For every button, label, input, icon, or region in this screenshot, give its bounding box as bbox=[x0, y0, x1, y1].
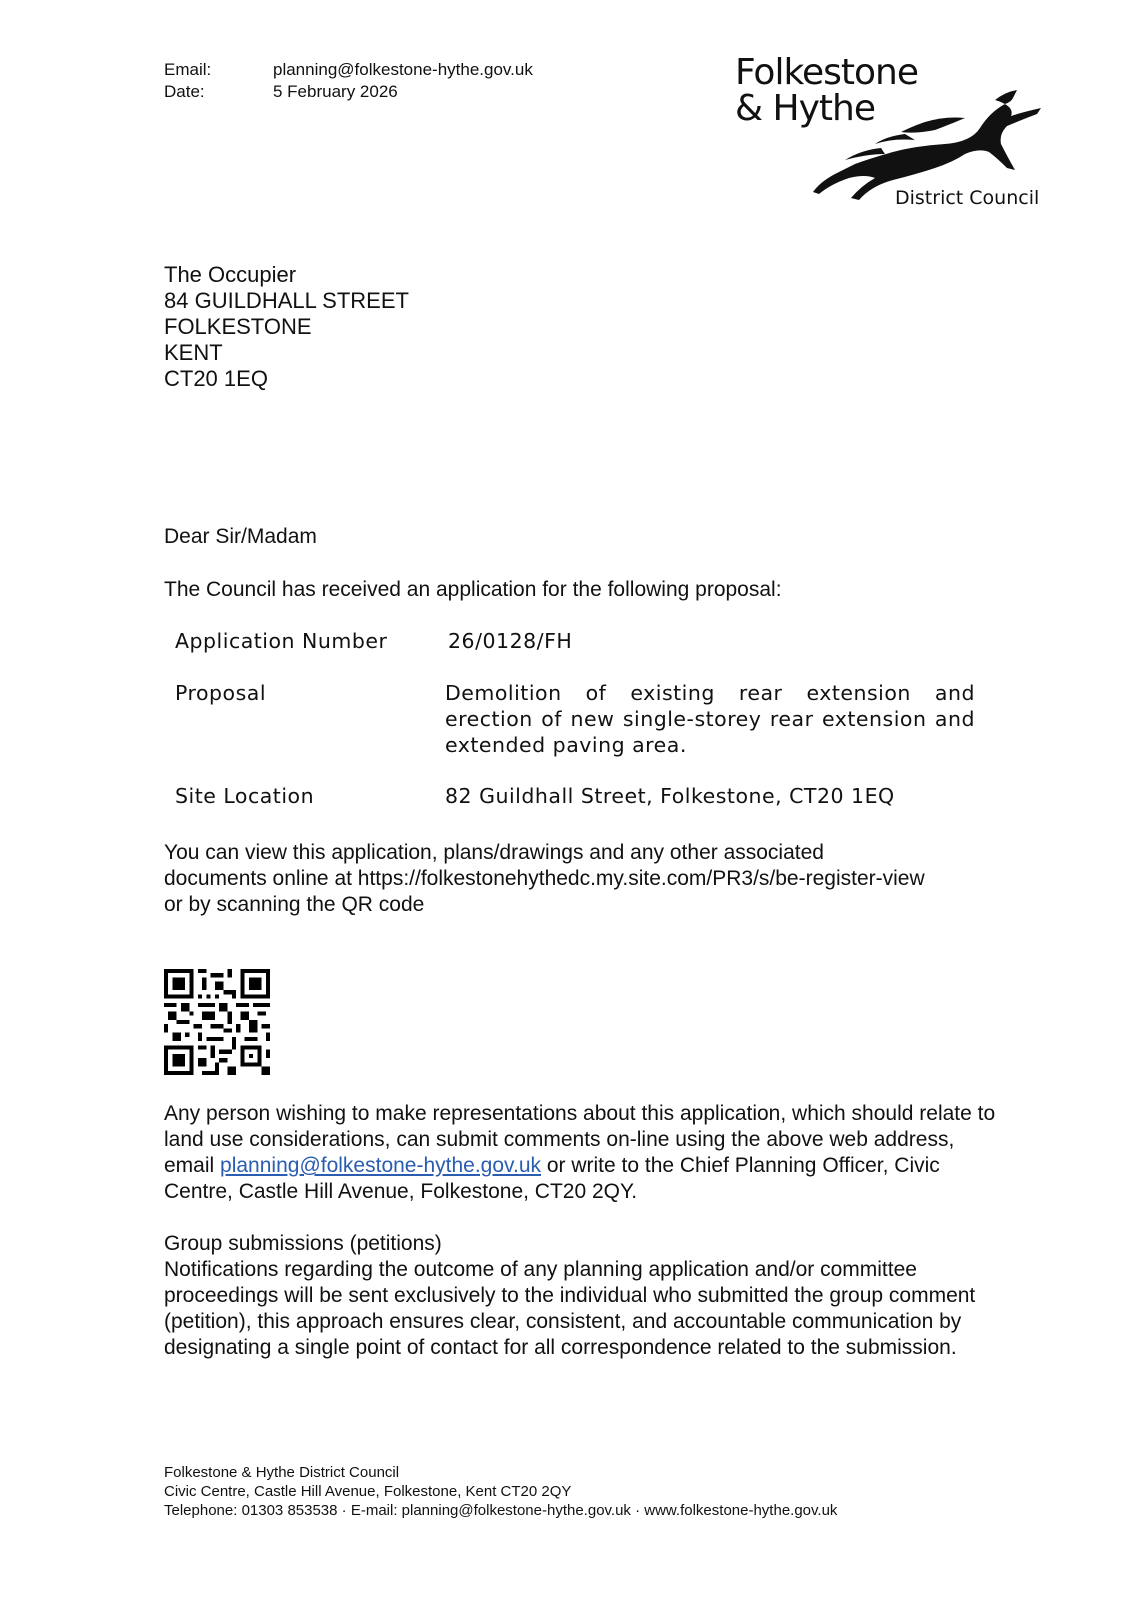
salutation: Dear Sir/Madam bbox=[164, 525, 317, 548]
date-row bbox=[164, 81, 624, 103]
footer bbox=[164, 1463, 1064, 1520]
header-meta bbox=[164, 59, 624, 105]
view-line: You can view this application, plans/drawings and any other associated bbox=[164, 841, 824, 864]
reps-text-part2: or write to the Chief Planning Officer, Civic Centre, Castle Hill Avenue, Folkestone, CT20 2QY. bbox=[164, 1154, 940, 1203]
view-line: documents online at https://folkestonehythedc.my.site.com/PR3/s/be-register-view bbox=[164, 867, 925, 890]
footer-address: Civic Centre, Castle Hill Avenue, Folkestone, Kent CT20 2QY bbox=[164, 1483, 572, 1500]
proposal-value: Demolition of existing rear extension and erection of new single-storey rear extension and extended paving area. bbox=[445, 681, 975, 757]
intro-text: The Council has received an application for the following proposal: bbox=[164, 578, 782, 601]
date-label: Date: bbox=[164, 82, 205, 101]
proposal-label: Proposal bbox=[175, 681, 267, 705]
representations-paragraph bbox=[164, 1101, 999, 1205]
view-online-paragraph bbox=[164, 840, 1034, 918]
address-line: CT20 1EQ bbox=[164, 366, 268, 391]
group-submissions-body: Notifications regarding the outcome of any planning application and/or committee proceedings will be sent exclusively to the individual who submitted the group comment (petition), this approach ensures clear, consistent, and accountable communication by designating a single point of contact for all correspondence related to the submission. bbox=[164, 1258, 976, 1359]
address-line: The Occupier bbox=[164, 262, 297, 287]
qr-code-icon[interactable] bbox=[164, 969, 270, 1075]
group-submissions-heading: Group submissions (petitions) bbox=[164, 1232, 442, 1255]
logo-text-folkestone: Folkestone bbox=[735, 52, 919, 93]
app-number-value: 26/0128/FH bbox=[448, 629, 573, 653]
logo-text-district-council: District Council bbox=[895, 187, 1040, 209]
footer-contact: Telephone: 01303 853538 · E-mail: planning@folkestone-hythe.gov.uk · www.folkestone-hythe.gov.uk bbox=[164, 1502, 838, 1519]
address-line: 84 GUILDHALL STREET bbox=[164, 288, 409, 313]
horse-emblem-icon bbox=[775, 82, 1045, 202]
site-location-value: 82 Guildhall Street, Folkestone, CT20 1EQ bbox=[445, 784, 895, 808]
view-line: or by scanning the QR code bbox=[164, 893, 425, 916]
email-row bbox=[164, 59, 624, 81]
email-value: planning@folkestone-hythe.gov.uk bbox=[273, 60, 533, 79]
address-line: FOLKESTONE bbox=[164, 314, 312, 339]
email-label: Email: bbox=[164, 60, 212, 79]
logo-text-hythe: & Hythe bbox=[735, 88, 875, 129]
date-value: 5 February 2026 bbox=[273, 82, 398, 101]
application-details bbox=[0, 628, 1132, 818]
council-logo bbox=[735, 52, 1045, 222]
recipient-address bbox=[164, 262, 584, 394]
address-line: KENT bbox=[164, 340, 223, 365]
app-number-label: Application Number bbox=[175, 629, 388, 653]
footer-org: Folkestone & Hythe District Council bbox=[164, 1464, 400, 1481]
site-location-label: Site Location bbox=[175, 784, 315, 808]
planning-email-link[interactable]: planning@folkestone-hythe.gov.uk bbox=[220, 1154, 541, 1177]
reps-text-part1: Any person wishing to make representations about this application, which should relate to land use considerations, can submit comments on-line using the above web address, email bbox=[164, 1102, 996, 1177]
